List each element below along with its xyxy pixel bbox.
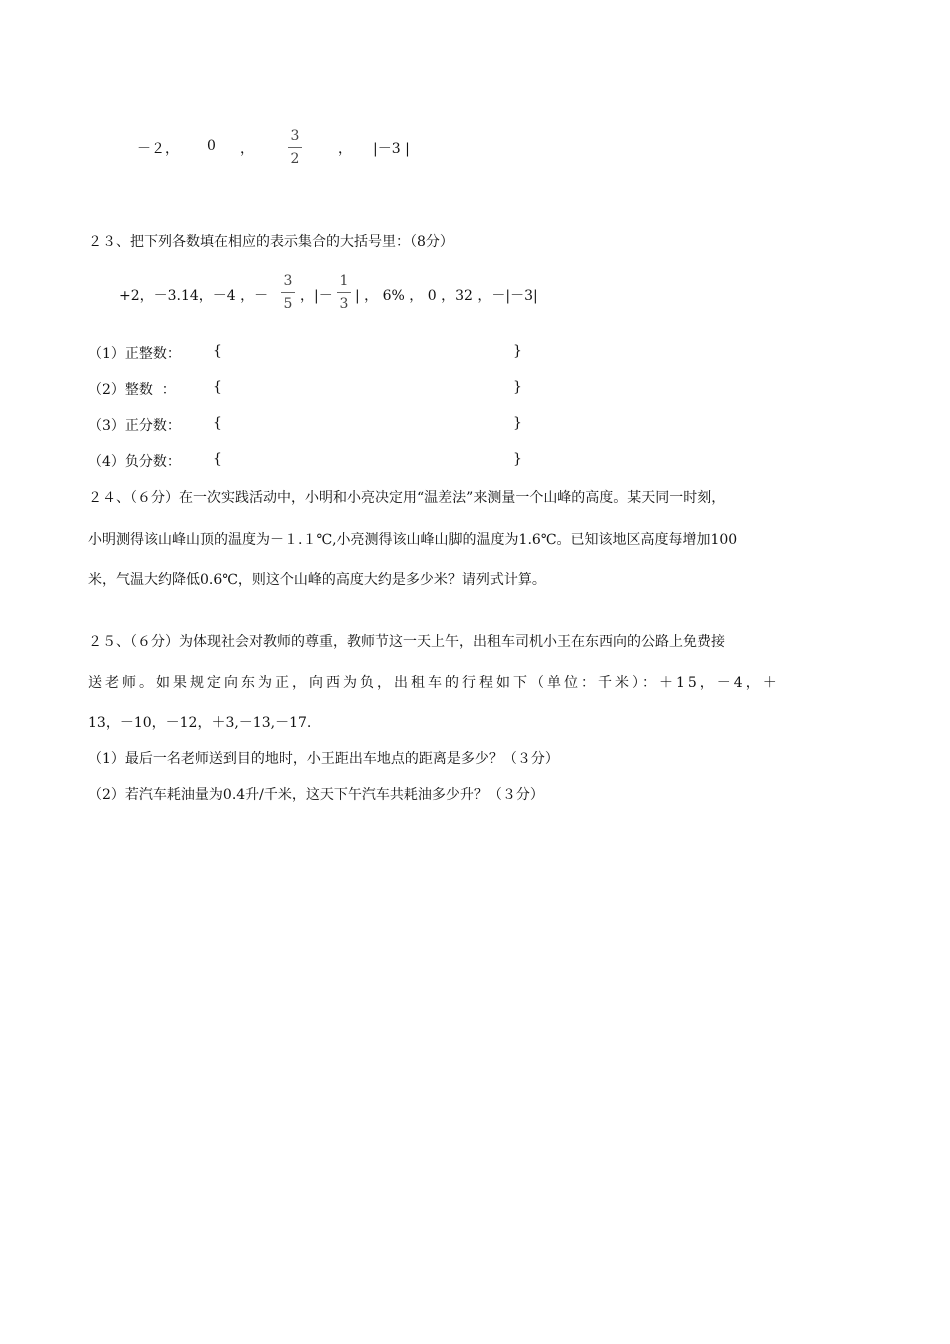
fraction-bar	[281, 292, 295, 293]
set-label: （4）负分数：	[88, 454, 181, 470]
fraction-numerator: 3	[290, 128, 300, 144]
q25-line-3: 13，－10，－12，＋3,－13,－17.	[88, 715, 312, 731]
set-open-brace: {	[213, 343, 222, 359]
q25-line-1: ２５、（６分）为体现社会对教师的尊重，教师节这一天上午，出租车司机小王在东西向的公路上免费接	[88, 634, 725, 650]
fraction-one-third	[337, 273, 351, 312]
number-neg2: －２，	[137, 141, 179, 157]
set-row-integers	[88, 379, 176, 399]
q23-numbers-row	[119, 285, 268, 305]
fraction-denominator: 3	[339, 296, 349, 312]
q23-nums-c: | ， 6% ， 0 ，32 ，－|－3|	[355, 288, 538, 304]
absolute-value-neg3: |－3 |	[373, 141, 410, 157]
set-open-brace: {	[213, 451, 222, 467]
set-label: （2）整数 ：	[88, 382, 176, 398]
set-row-negative-fractions	[88, 451, 181, 471]
set-open-brace: {	[213, 415, 222, 431]
set-row-positive-integers	[88, 343, 181, 363]
separator: ，	[338, 141, 352, 157]
q23-nums-b: ，|－	[300, 288, 333, 304]
fraction-denominator: 2	[290, 151, 300, 167]
q23-title: ２３、把下列各数填在相应的表示集合的大括号里：（8分）	[88, 234, 454, 250]
q25-subquestion-2: （2）若汽车耗油量为0.4升/千米，这天下午汽车共耗油多少升？（３分）	[88, 787, 544, 803]
set-close-brace: }	[513, 379, 522, 395]
q25-subquestion-1: （1）最后一名老师送到目的地时，小王距出车地点的距离是多少？（３分）	[88, 751, 559, 767]
q25-line-2: 送老师。如果规定向东为正，向西为负，出租车的行程如下（单位：千米）：＋15，－4，＋	[88, 675, 780, 691]
fraction-bar	[288, 147, 302, 148]
set-label: （1）正整数：	[88, 346, 181, 362]
fraction-three-fifths	[281, 273, 295, 312]
set-row-positive-fractions	[88, 415, 181, 435]
q24-line-2: 小明测得该山峰山顶的温度为－１.１℃,小亮测得该山峰山脚的温度为1.6℃。已知该地区高度每增加100	[88, 532, 738, 548]
number-zero: 0	[207, 138, 216, 154]
fraction-numerator: 3	[283, 273, 293, 289]
separator: ，	[240, 141, 254, 157]
set-close-brace: }	[513, 415, 522, 431]
set-close-brace: }	[513, 451, 522, 467]
set-label: （3）正分数：	[88, 418, 181, 434]
fraction-bar	[337, 292, 351, 293]
set-close-brace: }	[513, 343, 522, 359]
q24-line-1: ２４、（６分）在一次实践活动中，小明和小亮决定用“温差法”来测量一个山峰的高度。某天同一时刻，	[88, 490, 726, 506]
q23-nums-a: +2，－3.14，－4 ，－	[119, 288, 269, 304]
fraction-denominator: 5	[283, 296, 293, 312]
fraction-three-halves	[288, 128, 302, 167]
set-open-brace: {	[213, 379, 222, 395]
q24-line-3: 米，气温大约降低0.6℃，则这个山峰的高度大约是多少米？请列式计算。	[88, 572, 546, 588]
fraction-numerator: 1	[339, 273, 349, 289]
